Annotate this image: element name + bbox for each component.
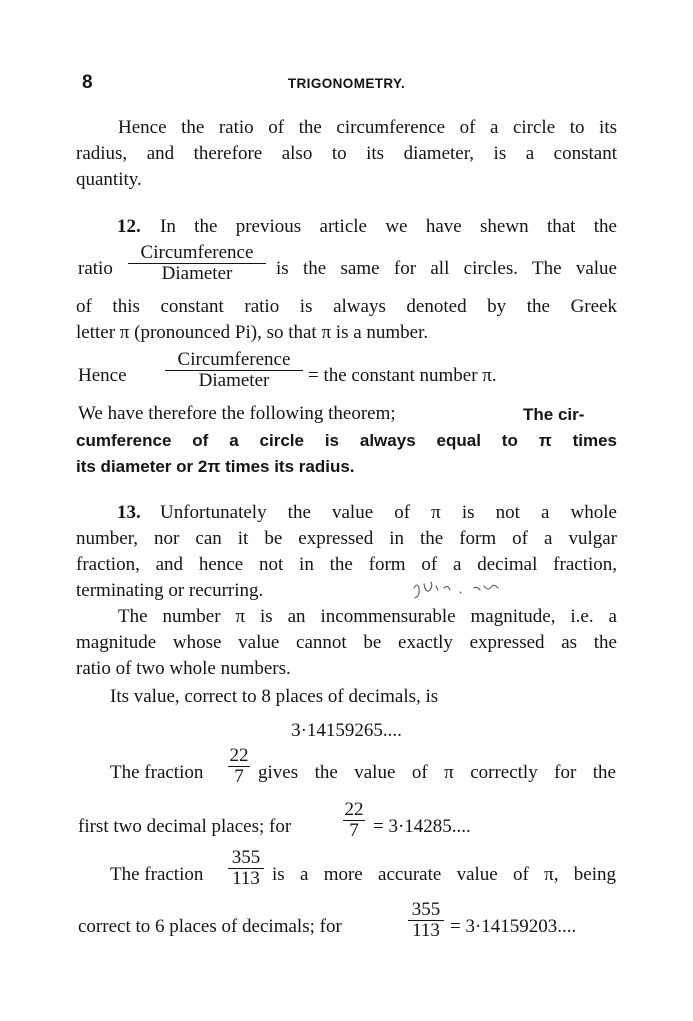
hence-word: Hence: [78, 365, 127, 386]
fraction-numerator: 22: [344, 799, 364, 820]
paragraph-line: The number π is an incommensurable magnitude, i.e. a: [118, 606, 617, 627]
fraction-lead: correct to 6 places of decimals; for: [78, 916, 342, 937]
fraction-lead: The fraction: [110, 762, 204, 783]
article-number: 12.: [117, 216, 141, 237]
running-title: TRIGONOMETRY.: [287, 76, 406, 91]
paragraph-line: Its value, correct to 8 places of decimals, is: [110, 686, 439, 707]
paragraph-line: letter π (pronounced Pi), so that π is a number.: [76, 322, 429, 343]
paragraph-line: magnitude whose value cannot be exactly expressed as the: [76, 632, 617, 653]
theorem-lead: We have therefore the following theorem;: [78, 403, 396, 424]
theorem-bold-text: its diameter or 2π times its radius.: [76, 457, 355, 476]
equation-rhs: = the constant number π.: [308, 365, 497, 386]
pi-value-display: 3·14159265....: [291, 720, 402, 741]
equation-rhs: = 3·14285....: [373, 816, 471, 837]
theorem-bold-text: The cir-: [523, 405, 585, 424]
article-number: 13.: [117, 502, 141, 523]
fraction-355-over-113: [406, 900, 446, 941]
fraction-numerator: 355: [231, 847, 261, 868]
fraction-lead: first two decimal places; for: [78, 816, 292, 837]
ratio-word: ratio: [78, 258, 113, 279]
paragraph-line: terminating or recurring.: [76, 580, 264, 601]
fraction-numerator: 22: [229, 745, 249, 766]
fraction-denominator: Diameter: [198, 370, 270, 391]
equation-rhs: = 3·14159203....: [450, 916, 577, 937]
fraction-circumference-over-diameter: [163, 350, 305, 391]
paragraph-line: number, nor can it be expressed in the form of a vulgar: [76, 528, 617, 549]
fraction-lead: The fraction: [110, 864, 204, 885]
fraction-numerator: Circumference: [177, 349, 291, 370]
paragraph-line: In the previous article we have shewn that the: [160, 216, 617, 237]
paragraph-line: radius, and therefore also to its diameter, is a constant: [76, 143, 617, 164]
paragraph-line: Unfortunately the value of π is not a whole: [160, 502, 617, 523]
paragraph-line: of this constant ratio is always denoted by the Greek: [76, 296, 617, 317]
page-number: 8: [82, 72, 93, 93]
fraction-denominator: 7: [234, 766, 244, 787]
fraction-22-over-7: [341, 800, 367, 841]
paragraph-line: is a more accurate value of π, being: [272, 864, 616, 885]
fraction-circumference-over-diameter: [126, 243, 268, 284]
fraction-355-over-113: [226, 848, 266, 889]
fraction-denominator: 7: [349, 820, 359, 841]
paragraph-line: ratio of two whole numbers.: [76, 658, 291, 679]
fraction-22-over-7: [226, 746, 252, 787]
paragraph-line: is the same for all circles. The value: [276, 258, 617, 279]
theorem-bold-text: cumference of a circle is always equal to π times: [76, 431, 617, 450]
fraction-denominator: Diameter: [161, 263, 233, 284]
fraction-denominator: 113: [232, 868, 260, 889]
fraction-denominator: 113: [412, 920, 440, 941]
paragraph-line: fraction, and hence not in the form of a decimal fraction,: [76, 554, 617, 575]
handwritten-scribble: [406, 578, 518, 604]
paragraph-line: quantity.: [76, 169, 142, 190]
fraction-numerator: Circumference: [140, 242, 254, 263]
fraction-numerator: 355: [411, 899, 441, 920]
paragraph-line: Hence the ratio of the circumference of a circle to its: [118, 117, 617, 138]
paragraph-line: gives the value of π correctly for the: [258, 762, 616, 783]
